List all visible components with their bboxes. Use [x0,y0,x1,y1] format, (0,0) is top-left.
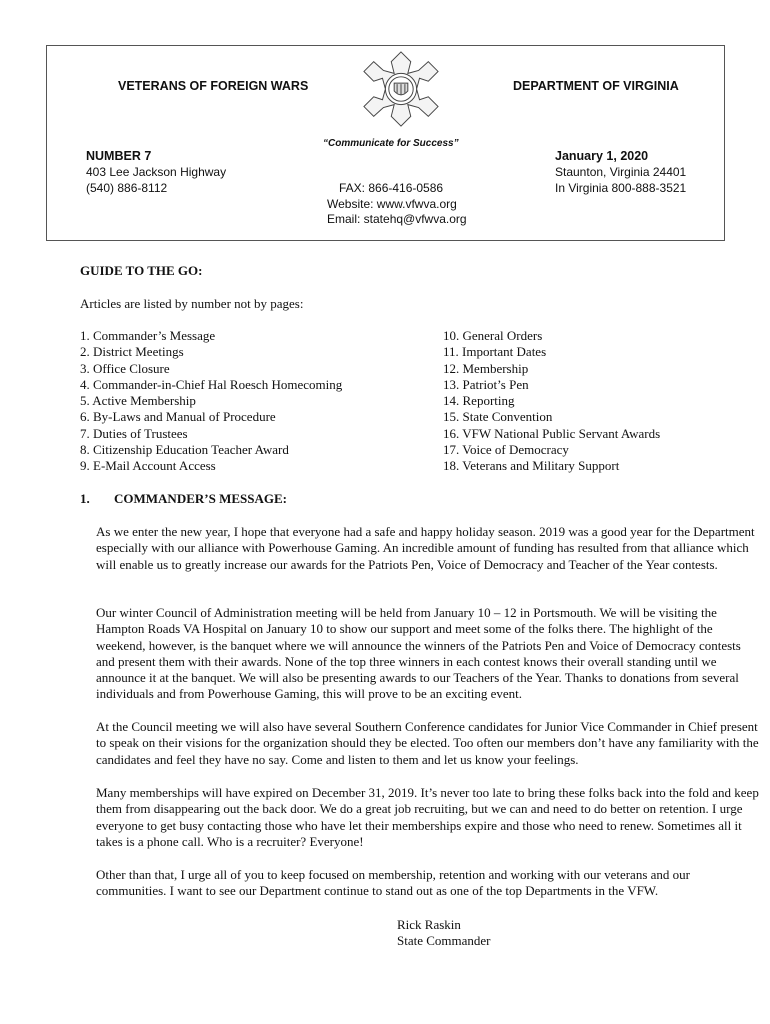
contents-list-right [443,328,660,475]
motto: “Communicate for Success” [323,138,459,149]
bulletin-number: NUMBER 7 [86,149,152,163]
guide-subtitle: Articles are listed by number not by pages: [80,296,304,311]
department-name: DEPARTMENT OF VIRGINIA [513,79,679,93]
paragraph: Other than that, I urge all of you to keep focused on membership, retention and working with our veterans and our communities. I want to see our Department continue to stand out as one of the top Departments in the VFW. [96,867,690,899]
org-name: VETERANS OF FOREIGN WARS [118,79,309,93]
list-item: 4. Commander-in-Chief Hal Roesch Homecoming [80,376,343,392]
phone-number: (540) 886-8112 [86,181,168,195]
list-item: 10. General Orders [443,328,543,343]
list-item: 6. By-Laws and Manual of Procedure [80,409,276,425]
paragraph: Many memberships will have expired on December 31, 2019. It’s never too late to bring these folks back into the fold and keep them from disappearing out the back door. We do a great job recruiting, but we can and need to do better on retention. I urge everyone to get busy contacting those who have let their memberships expire and those who need to renew. Sometimes all it takes is a phone call. Who is a recruiter? Everyone! [96,785,759,849]
list-item: 11. Important Dates [443,344,547,360]
issue-date: January 1, 2020 [555,149,649,163]
city-state: Staunton, Virginia 24401 [555,165,687,179]
list-item: 12. Membership [443,360,529,376]
list-item: 5. Active Membership [80,393,196,409]
vfw-cross-emblem [362,50,440,128]
list-item: 9. E-Mail Account Access [80,458,216,474]
fax-number: FAX: 866-416-0586 [339,181,444,195]
guide-title: GUIDE TO THE GO: [80,263,203,278]
contents-list-left [80,328,342,475]
list-item: 1. Commander’s Message [80,328,216,343]
list-item: 16. VFW National Public Servant Awards [443,425,661,441]
list-item: 14. Reporting [443,393,515,409]
list-item: 2. District Meetings [80,344,184,360]
paragraph: As we enter the new year, I hope that everyone had a safe and happy holiday season. 2019 was a good year for the Department especially with our alliance with Powerhouse Gaming. An incredible amount of funding has resulted from that alliance which will enable us to greatly increase our awards for the Patriots Pen, Voice of Democracy and Teacher of the Year contests. [96,524,755,572]
paragraph: Our winter Council of Administration meeting will be held from January 10 – 12 in Portsmouth. We will be visiting the Hampton Roads VA Hospital on January 10 to show our support and meet some of the folks there. The highlight of the weekend, however, is the banquet where we will announce the winners of the Patriots Pen and Voice of Democracy contests and present them with their awards. None of the top three winners in each contest knows their overall standing until we announce it at the banquet. We will also be presenting awards to our Teachers of the Year. Thanks to donations from several individuals and from Powerhouse Gaming, this will prove to be an exciting event. [96,605,741,702]
list-item: 3. Office Closure [80,360,170,376]
list-item: 8. Citizenship Education Teacher Award [80,442,289,458]
list-item: 18. Veterans and Military Support [443,458,620,474]
in-virginia-phone: In Virginia 800-888-3521 [555,181,687,195]
list-item: 15. State Convention [443,409,553,425]
section-number: 1. [80,491,90,506]
list-item: 13. Patriot’s Pen [443,376,529,392]
signature-name: Rick Raskin [397,917,461,932]
signature-title: State Commander [397,933,491,948]
paragraph: At the Council meeting we will also have several Southern Conference candidates for Junior Vice Commander in Chief present to speak on their visions for the organization should they be elected. Too often our members don’t have any familiarity with the candidates and feel they have no say. Come and listen to them and let us know your feelings. [96,719,759,767]
website: Website: www.vfwva.org [327,197,457,211]
list-item: 17. Voice of Democracy [443,442,569,458]
list-item: 7. Duties of Trustees [80,425,188,441]
section-title: COMMANDER’S MESSAGE: [114,491,287,506]
street-address: 403 Lee Jackson Highway [86,165,227,179]
email: Email: statehq@vfwva.org [327,212,467,226]
